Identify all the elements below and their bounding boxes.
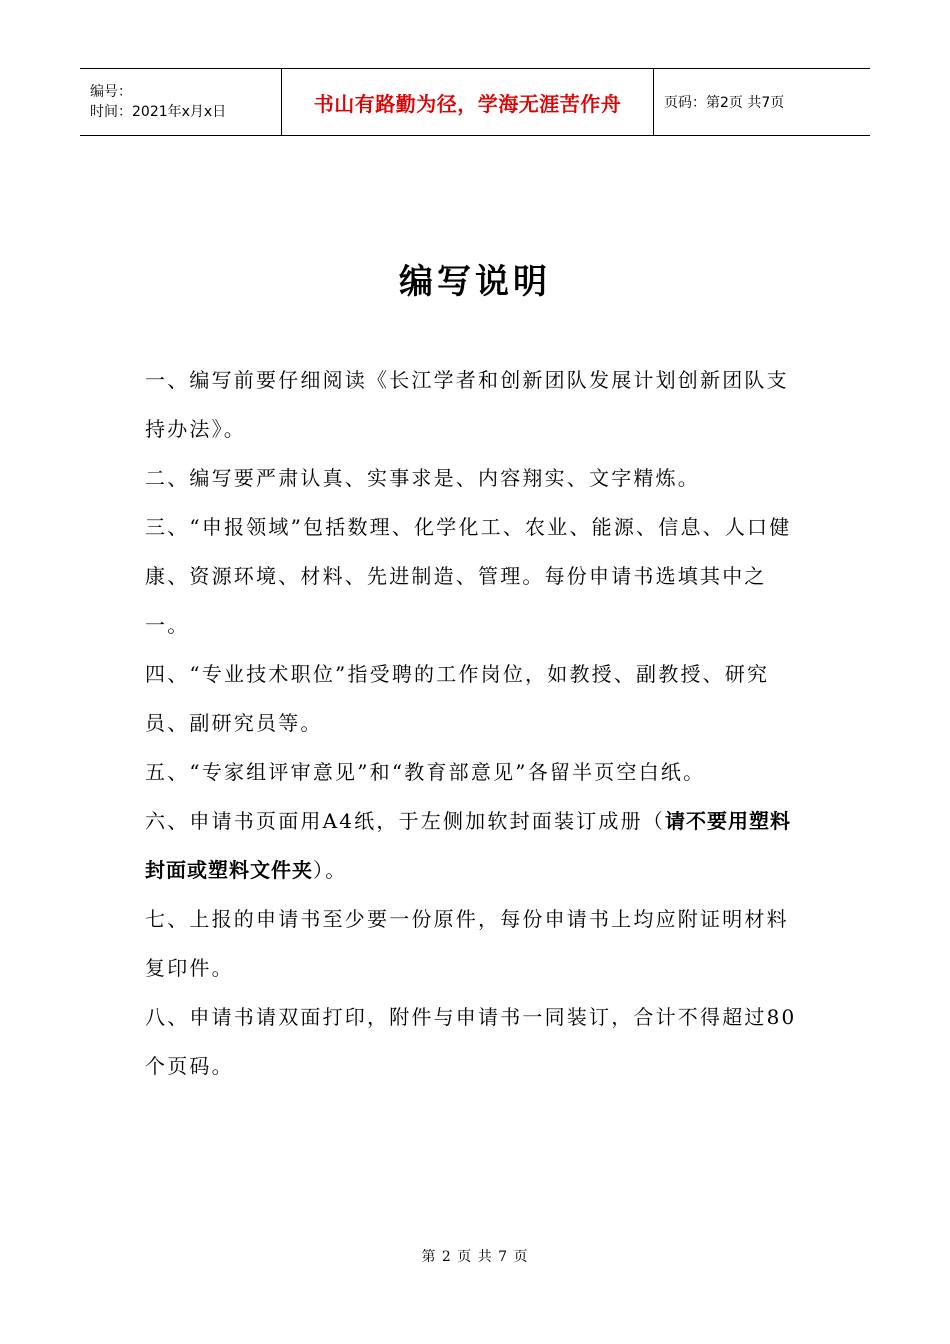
header-page-code-cell (654, 69, 870, 135)
paragraph-6-tail: ）。 (313, 858, 348, 882)
page-footer: 第 2 页 共 7 页 (421, 1249, 529, 1265)
header-meta (80, 69, 281, 135)
header-page-code: 页码：第2页 共7页 (664, 95, 785, 111)
paragraph-6-emphasis: 请不要用塑料封面或塑料文件夹 (145, 809, 791, 882)
instruction-paragraph-6 (145, 797, 810, 895)
instruction-paragraph-2: 二、编写要严肃认真、实事求是、内容翔实、文字精炼。 (145, 466, 700, 490)
instructions-body (145, 356, 810, 1091)
paragraph-6-lead: 六、申请书页面用A4纸，于左侧加软封面装订成册（ (145, 809, 665, 833)
header-motto-cell (281, 69, 654, 135)
instruction-paragraph-1: 一、编写前要仔细阅读《长江学者和创新团队发展计划创新团队支持办法》。 (145, 368, 789, 441)
time-label: 时间：2021年x月x日 (90, 104, 227, 120)
page-header (80, 68, 870, 136)
header-motto: 书山有路勤为径，学海无涯苦作舟 (313, 91, 622, 116)
instruction-paragraph-4: 四、“专业技术职位”指受聘的工作岗位，如教授、副教授、研究员、副研究员等。 (145, 662, 770, 735)
instruction-paragraph-3: 三、“申报领域”包括数理、化学化工、农业、能源、信息、人口健康、资源环境、材料、先进制造、管理。每份申请书选填其中之一。 (145, 515, 792, 637)
instruction-paragraph-8: 八、申请书请双面打印，附件与申请书一同装订，合计不得超过80个页码。 (145, 1005, 797, 1078)
instruction-paragraph-7: 七、上报的申请书至少要一份原件，每份申请书上均应附证明材料复印件。 (145, 907, 789, 980)
instruction-paragraph-5: 五、“专家组评审意见”和“教育部意见”各留半页空白纸。 (145, 760, 706, 784)
serial-label: 编号： (90, 84, 132, 100)
document-title: 编写说明 (399, 262, 551, 302)
